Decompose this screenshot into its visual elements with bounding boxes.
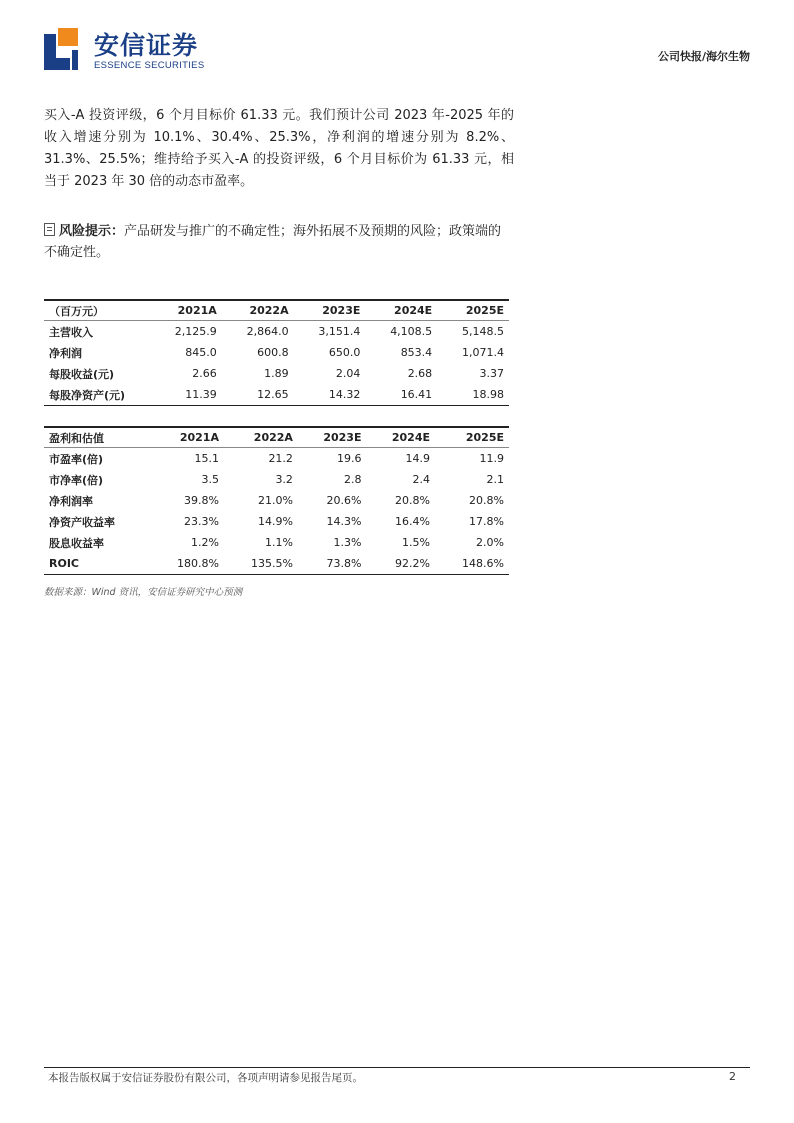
company-logo	[44, 28, 204, 72]
table-row	[44, 532, 509, 553]
page-number: 2	[729, 1070, 736, 1083]
risk-text: 产品研发与推广的不确定性；海外拓展不及预期的风险；政策端的不确定性。	[44, 224, 502, 260]
table-header-cell: 2024E	[366, 427, 435, 448]
table-cell: 3.37	[479, 367, 504, 380]
logo-text-en: ESSENCE SECURITIES	[94, 60, 205, 71]
table-cell: 3.5	[201, 473, 219, 486]
table-cell: 650.0	[328, 346, 361, 359]
table-cell: 14.9	[405, 452, 430, 465]
table-header-cell: 盈利和估值	[44, 427, 150, 448]
table-header-cell: （百万元）	[44, 300, 150, 321]
footer-divider	[44, 1067, 750, 1068]
table-cell: 845.0	[185, 346, 217, 359]
table-cell: 853.4	[400, 346, 433, 359]
table-header-cell: 2021A	[150, 300, 222, 321]
table-cell: 5,148.5	[462, 325, 504, 338]
table-cell: 2,864.0	[246, 325, 289, 338]
table-cell: 2,125.9	[174, 325, 217, 338]
table-cell: 11.9	[479, 452, 504, 465]
table-cell: 14.32	[294, 384, 366, 406]
table-cell: 14.9%	[257, 515, 293, 528]
table-cell: 1,071.4	[462, 346, 504, 359]
table-cell: 15.1	[194, 452, 219, 465]
table-header-cell: 2025E	[437, 300, 509, 321]
table-cell: 2.66	[192, 367, 217, 380]
table-row	[44, 384, 509, 406]
risk-warning	[44, 221, 514, 263]
table-header-cell: 2025E	[435, 427, 509, 448]
table-cell: 21.2	[268, 452, 293, 465]
table-row	[44, 511, 509, 532]
table-cell: 2.4	[412, 473, 430, 486]
table-row	[44, 553, 509, 575]
row-label: 净资产收益率	[49, 515, 115, 529]
table-cell: 20.8%	[469, 494, 504, 507]
risk-title: 风险提示：	[59, 224, 125, 239]
row-label: 每股收益(元)	[49, 367, 115, 381]
summary-paragraph: 买入-A 投资评级，6 个月目标价 61.33 元。我们预计公司 2023 年-2025 年的收入增速分别为 10.1%、30.4%、25.3%，净利润的增速分别为 8.2%、31.3%、25.5%；维持给予买入-A 的投资评级，6 个月目标价为 61.33 元，相当于 2023 年 30 倍的动态市盈率。	[44, 108, 514, 189]
footer-disclaimer: 本报告版权属于安信证券股份有限公司，各项声明请参见报告尾页。	[48, 1072, 363, 1084]
table-header-row	[44, 427, 509, 448]
table-row	[44, 448, 509, 470]
table-header-row	[44, 300, 509, 321]
table-cell: 92.2%	[366, 553, 435, 575]
row-label: 净利润率	[49, 494, 93, 508]
table-header-cell: 2024E	[365, 300, 437, 321]
table-row	[44, 342, 509, 363]
data-source-note: 数据来源：Wind 资讯，安信证券研究中心预测	[44, 587, 243, 598]
row-label: 股息收益率	[49, 536, 104, 550]
table-cell: 20.6%	[326, 494, 362, 507]
valuation-table	[44, 426, 509, 575]
table-header-cell: 2022A	[222, 300, 294, 321]
table-cell: 2.1	[486, 473, 504, 486]
table-cell: 11.39	[150, 384, 222, 406]
table-header-cell: 2023E	[294, 300, 366, 321]
table-cell: 16.41	[365, 384, 437, 406]
table-cell: 16.4%	[395, 515, 430, 528]
table-row	[44, 321, 509, 343]
table-cell: 18.98	[437, 384, 509, 406]
table-cell: 2.0%	[476, 536, 504, 549]
table-row	[44, 363, 509, 384]
report-type-label: 公司快报/海尔生物	[657, 50, 750, 63]
row-label: 市盈率(倍)	[49, 452, 104, 466]
table-cell: 135.5%	[224, 553, 298, 575]
table-cell: 17.8%	[469, 515, 504, 528]
logo-text-cn: 安信证券	[94, 31, 199, 60]
table-header-cell: 2022A	[224, 427, 298, 448]
table-cell: 1.1%	[264, 536, 293, 549]
table-cell: 1.2%	[191, 536, 219, 549]
table-header-cell: 2021A	[150, 427, 224, 448]
table-cell: 600.8	[257, 346, 289, 359]
table-cell: 1.89	[264, 367, 289, 380]
table-row	[44, 490, 509, 511]
table-cell: 1.3%	[333, 536, 362, 549]
table-cell: 39.8%	[184, 494, 219, 507]
table-cell: 2.68	[407, 367, 433, 380]
table-cell: 2.8	[343, 473, 362, 486]
table-cell: 19.6	[336, 452, 362, 465]
row-label: 净利润	[49, 346, 82, 360]
table-cell: 73.8%	[298, 553, 367, 575]
table-cell: 20.8%	[395, 494, 430, 507]
table-cell: 148.6%	[435, 553, 509, 575]
financial-summary-table	[44, 299, 509, 406]
table-cell: 2.04	[335, 367, 361, 380]
logo-mark-icon	[44, 28, 78, 70]
table-cell: 12.65	[222, 384, 294, 406]
table-cell: 3.2	[275, 473, 293, 486]
table-cell: 21.0%	[257, 494, 293, 507]
row-label: 每股净资产(元)	[44, 384, 150, 406]
document-icon	[44, 223, 55, 236]
table-cell: 23.3%	[184, 515, 219, 528]
row-label: ROIC	[44, 553, 150, 575]
table-header-cell: 2023E	[298, 427, 367, 448]
table-cell: 180.8%	[150, 553, 224, 575]
table-cell: 3,151.4	[318, 325, 361, 338]
table-cell: 14.3%	[326, 515, 362, 528]
row-label: 市净率(倍)	[49, 473, 104, 487]
table-cell: 1.5%	[402, 536, 430, 549]
table-row	[44, 469, 509, 490]
row-label: 主营收入	[49, 325, 93, 339]
table-cell: 4,108.5	[390, 325, 433, 338]
